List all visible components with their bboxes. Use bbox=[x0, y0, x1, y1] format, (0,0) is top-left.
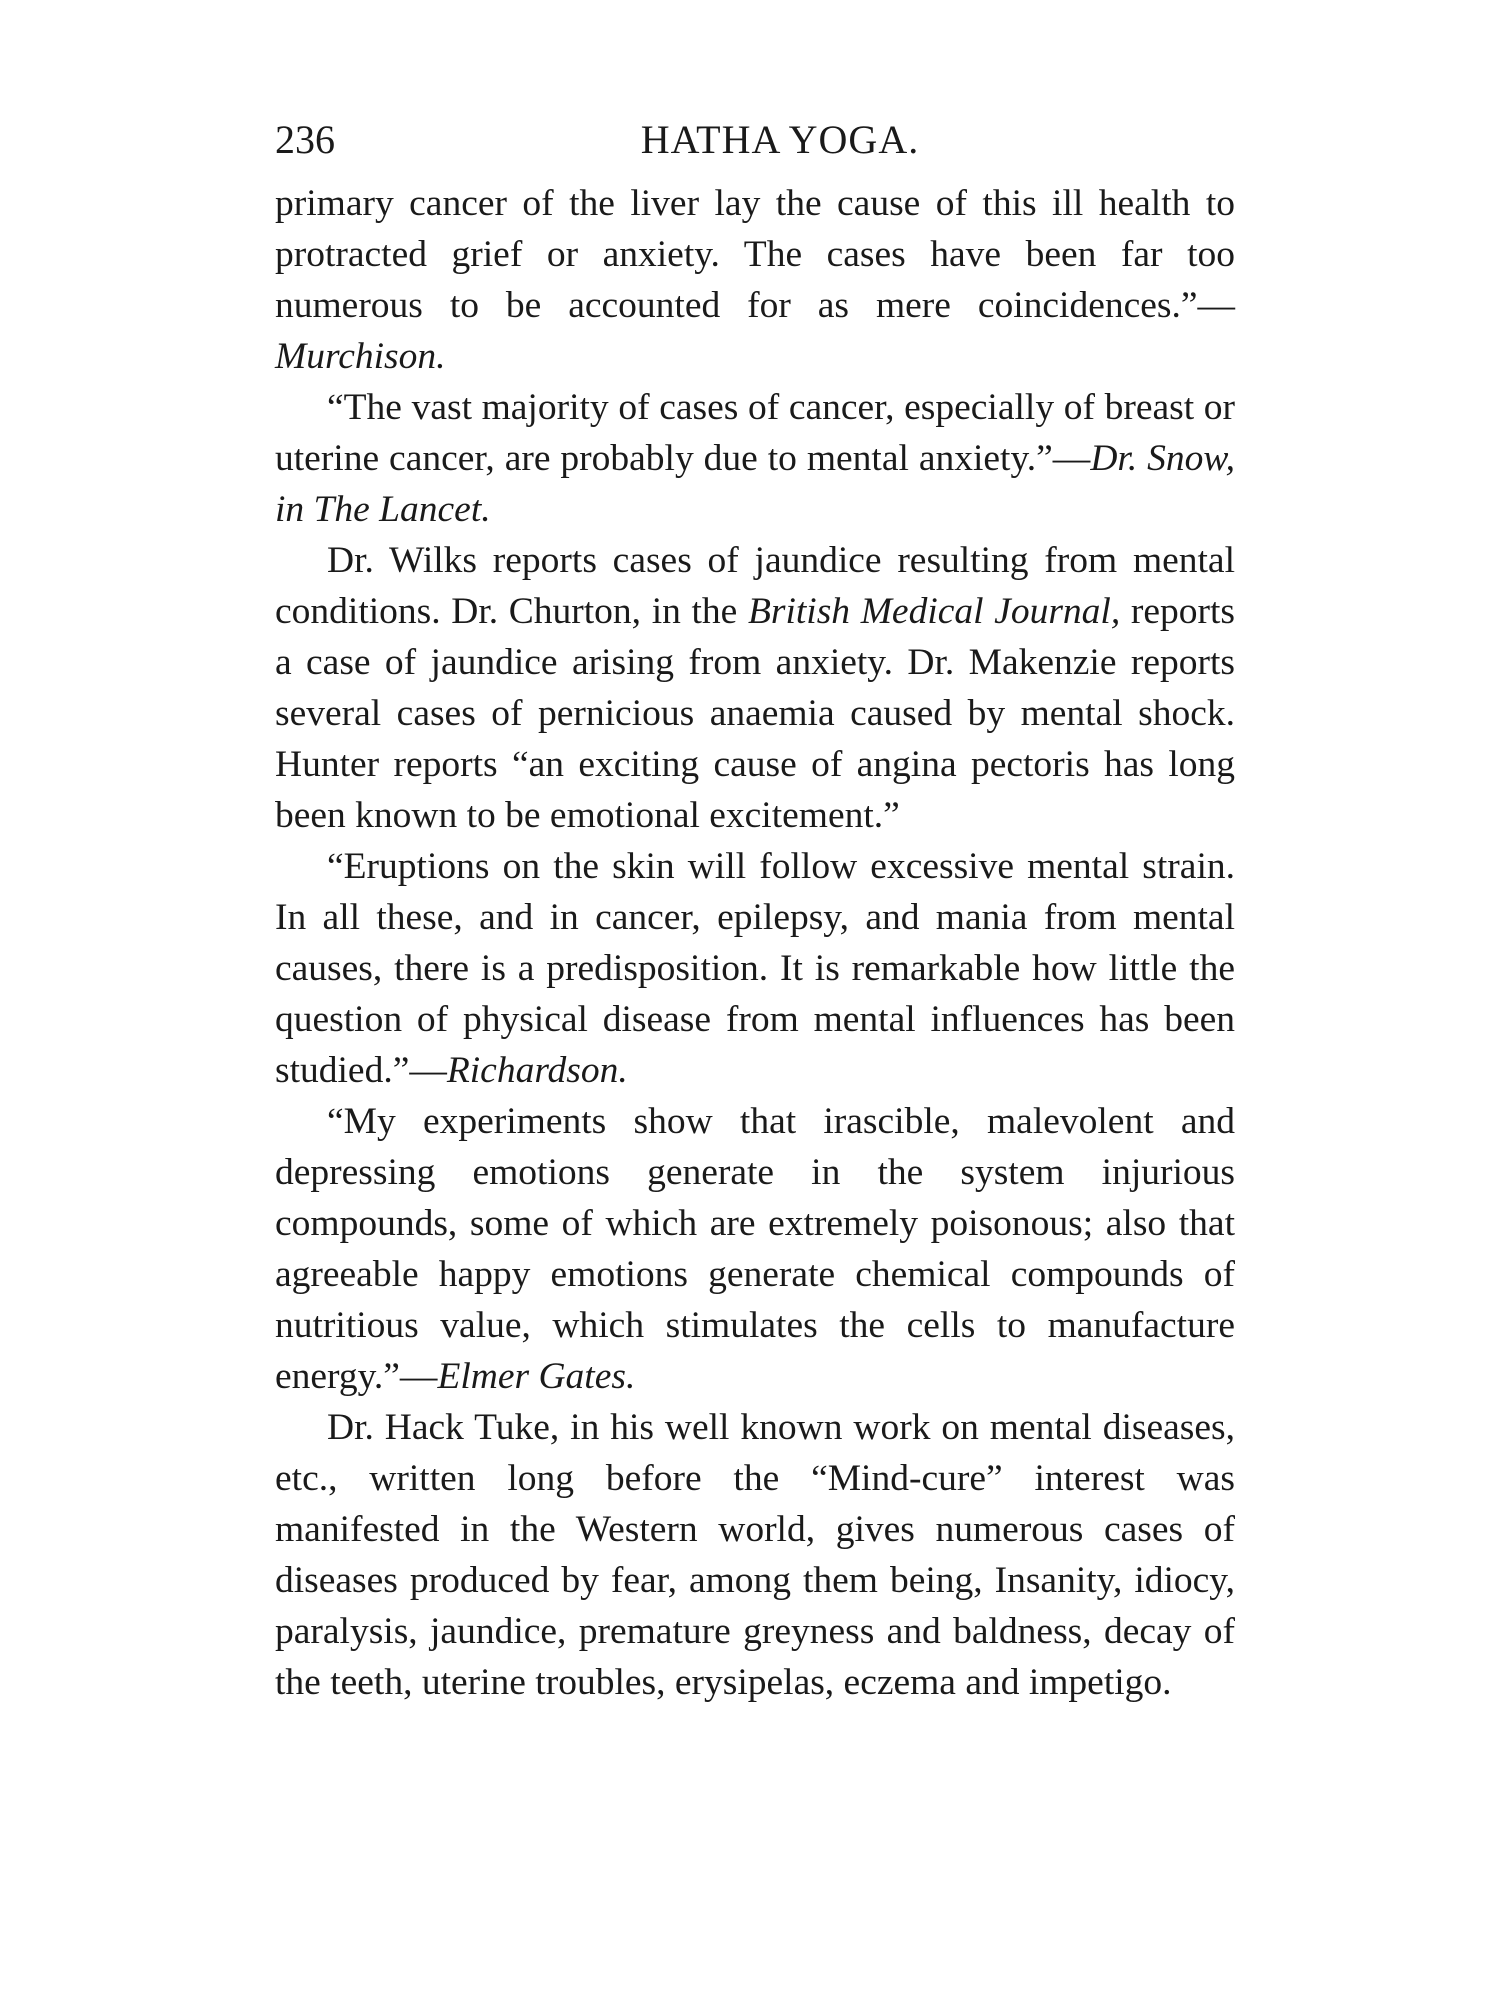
running-head bbox=[275, 110, 1235, 170]
paragraph-murchison-quote bbox=[275, 178, 1235, 382]
paragraph-text: Dr. Wilks reports cases of jaundice resulting from mental conditions. Dr. Churton, in the bbox=[275, 540, 1235, 632]
citation-source: Dr. Snow, in The Lancet. bbox=[275, 438, 1236, 530]
paragraph-hack-tuke bbox=[275, 1402, 1235, 1708]
paragraph-snow-quote bbox=[275, 382, 1235, 535]
citation-source: Richardson. bbox=[446, 1050, 628, 1091]
paragraph-text: “My experiments show that irascible, malevolent and depressing emotions generate in the system injurious compounds, some of which are extremely poisonous; also that agreeable happy emotions generate chemical compounds of nutritious value, which stimulates the cells to manufacture energy.”— bbox=[275, 1101, 1235, 1397]
body-text bbox=[275, 178, 1235, 1708]
running-title: HATHA YOGA. bbox=[640, 117, 920, 162]
citation-source: Murchison. bbox=[275, 336, 446, 377]
book-page bbox=[275, 110, 1235, 1708]
citation-source: Elmer Gates. bbox=[437, 1356, 636, 1397]
paragraph-wilks-reports bbox=[275, 535, 1235, 841]
paragraph-text-continued: reports a case of jaundice arising from anxiety. Dr. Makenzie reports several cases of pernicious anaemia caused by mental shock. Hunter reports “an exciting cause of angina pectoris has long been known to be emotional excitement.” bbox=[275, 591, 1235, 836]
paragraph-text: primary cancer of the liver lay the cause of this ill health to protracted grief or anxiety. The cases have been far too numerous to be accounted for as mere coincidences.”— bbox=[275, 183, 1235, 326]
paragraph-gates-quote bbox=[275, 1096, 1235, 1402]
paragraph-text: “Eruptions on the skin will follow excessive mental strain. In all these, and in cancer, epilepsy, and mania from mental causes, there is a predisposition. It is remarkable how little the question of physical disease from mental influences has been studied.”— bbox=[275, 846, 1235, 1091]
page-number: 236 bbox=[275, 117, 335, 162]
paragraph-text: Dr. Hack Tuke, in his well known work on mental diseases, etc., written long before the “Mind-cure” interest was manifested in the Western world, gives numerous cases of diseases produced by fear, among them being, Insanity, idiocy, paralysis, jaundice, premature greyness and baldness, decay of the teeth, uterine troubles, erysipelas, eczema and impetigo. bbox=[275, 1407, 1235, 1703]
paragraph-richardson-quote bbox=[275, 841, 1235, 1096]
journal-title: British Medical Journal, bbox=[747, 591, 1121, 632]
paragraph-text: “The vast majority of cases of cancer, especially of breast or uterine cancer, are probably due to mental anxiety.”— bbox=[275, 387, 1235, 479]
